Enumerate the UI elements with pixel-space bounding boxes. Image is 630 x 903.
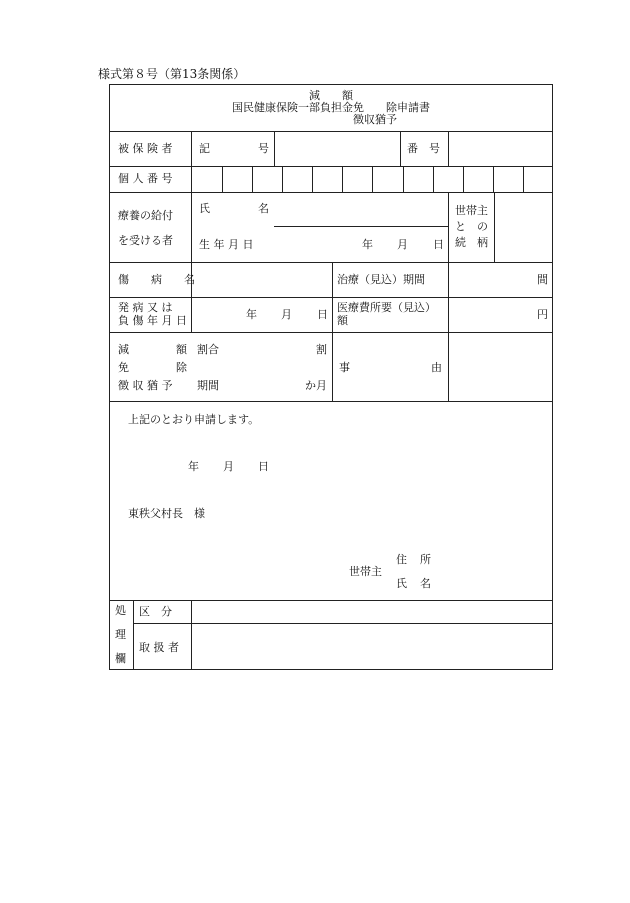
- treatment-period-label: 治療（見込）期間: [337, 273, 425, 286]
- form-number-caption: 様式第８号（第13条関係）: [98, 67, 246, 81]
- kigo-label: 記: [199, 142, 210, 155]
- application-month-label: 月: [223, 460, 234, 473]
- personal-number-label: 個 人 番 号: [118, 172, 173, 185]
- bango-label: 番 号: [407, 142, 440, 155]
- reason-field[interactable]: [449, 333, 551, 401]
- birth-month-label: 月: [397, 238, 408, 251]
- reason-label: 事 由: [339, 361, 442, 374]
- exemption-label: 免 除: [118, 361, 187, 374]
- benefit-recipient-label-1: 療養の給付: [118, 209, 173, 222]
- recipient-name-field[interactable]: [275, 193, 447, 226]
- medical-cost-label-1: 医療費所要（見込）: [337, 301, 436, 314]
- form-title-reduction: 減 額: [309, 89, 353, 102]
- deferral-period-field[interactable]: [192, 367, 331, 401]
- benefit-recipient-label-2: を受ける者: [118, 234, 173, 247]
- relationship-label-2: と の: [455, 220, 488, 233]
- processing-label-3: 欄: [115, 652, 126, 665]
- onset-date-field[interactable]: [192, 298, 331, 332]
- relationship-label-3: 続 柄: [455, 236, 488, 249]
- rule: [400, 131, 401, 166]
- handler-label: 取 扱 者: [139, 641, 179, 654]
- application-form: [109, 84, 553, 670]
- form-title-deferral: 徴収猶予: [353, 113, 397, 126]
- onset-month-label: 月: [281, 308, 292, 321]
- rule: [110, 401, 552, 402]
- insured-label: 被 保 険 者: [118, 142, 173, 155]
- application-year-label: 年: [188, 460, 199, 473]
- personal-number-field[interactable]: [192, 167, 551, 192]
- application-statement: 上記のとおり申請します。: [128, 413, 260, 426]
- processing-label-1: 処: [115, 604, 126, 617]
- treatment-period-field[interactable]: [449, 263, 551, 297]
- birth-day-label: 日: [433, 238, 444, 251]
- onset-year-label: 年: [246, 308, 257, 321]
- processing-label-2: 理: [115, 628, 126, 641]
- rule: [448, 192, 449, 262]
- onset-label-1: 発 病 又 は: [118, 301, 173, 314]
- category-label: 区 分: [139, 605, 172, 618]
- ratio-unit: 割: [316, 343, 327, 356]
- deferral-label: 徴 収 猶 予: [118, 379, 173, 392]
- ratio-label: 割合: [197, 343, 219, 356]
- addressee: 東秩父村長 様: [128, 507, 205, 520]
- period-label: 期間: [197, 379, 219, 392]
- disease-name-field[interactable]: [192, 263, 331, 297]
- form-title: 国民健康保険一部負担金免 除申請書: [232, 101, 430, 114]
- name-label-right: 名: [258, 202, 269, 215]
- application-day-label: 日: [258, 460, 269, 473]
- name-label-left: 氏: [199, 202, 210, 215]
- insured-kigo-field[interactable]: [275, 132, 399, 166]
- onset-day-label: 日: [317, 308, 328, 321]
- treatment-period-unit: 間: [537, 273, 548, 286]
- ratio-field[interactable]: [192, 333, 331, 366]
- medical-cost-unit: 円: [537, 308, 548, 321]
- householder-name-label: 氏 名: [396, 577, 431, 590]
- handler-field[interactable]: [192, 624, 551, 669]
- rule: [133, 600, 134, 669]
- medical-cost-label-2: 額: [337, 314, 348, 327]
- insured-number-field[interactable]: [449, 132, 551, 166]
- period-unit: か月: [305, 379, 327, 392]
- relationship-label-1: 世帯主: [455, 204, 488, 217]
- householder-label: 世帯主: [349, 565, 382, 578]
- birth-year-label: 年: [362, 238, 373, 251]
- address-label: 住 所: [396, 553, 431, 566]
- medical-cost-field[interactable]: [449, 298, 551, 332]
- birth-date-field[interactable]: [275, 227, 447, 262]
- relationship-field[interactable]: [495, 193, 551, 262]
- disease-name-label: 傷 病 名: [118, 273, 195, 286]
- birth-date-label: 生 年 月 日: [199, 238, 254, 251]
- onset-label-2: 負 傷 年 月 日: [118, 314, 187, 327]
- go-label: 号: [258, 142, 269, 155]
- reduction-label: 減 額: [118, 343, 187, 356]
- category-field[interactable]: [192, 601, 551, 623]
- rule: [332, 262, 333, 401]
